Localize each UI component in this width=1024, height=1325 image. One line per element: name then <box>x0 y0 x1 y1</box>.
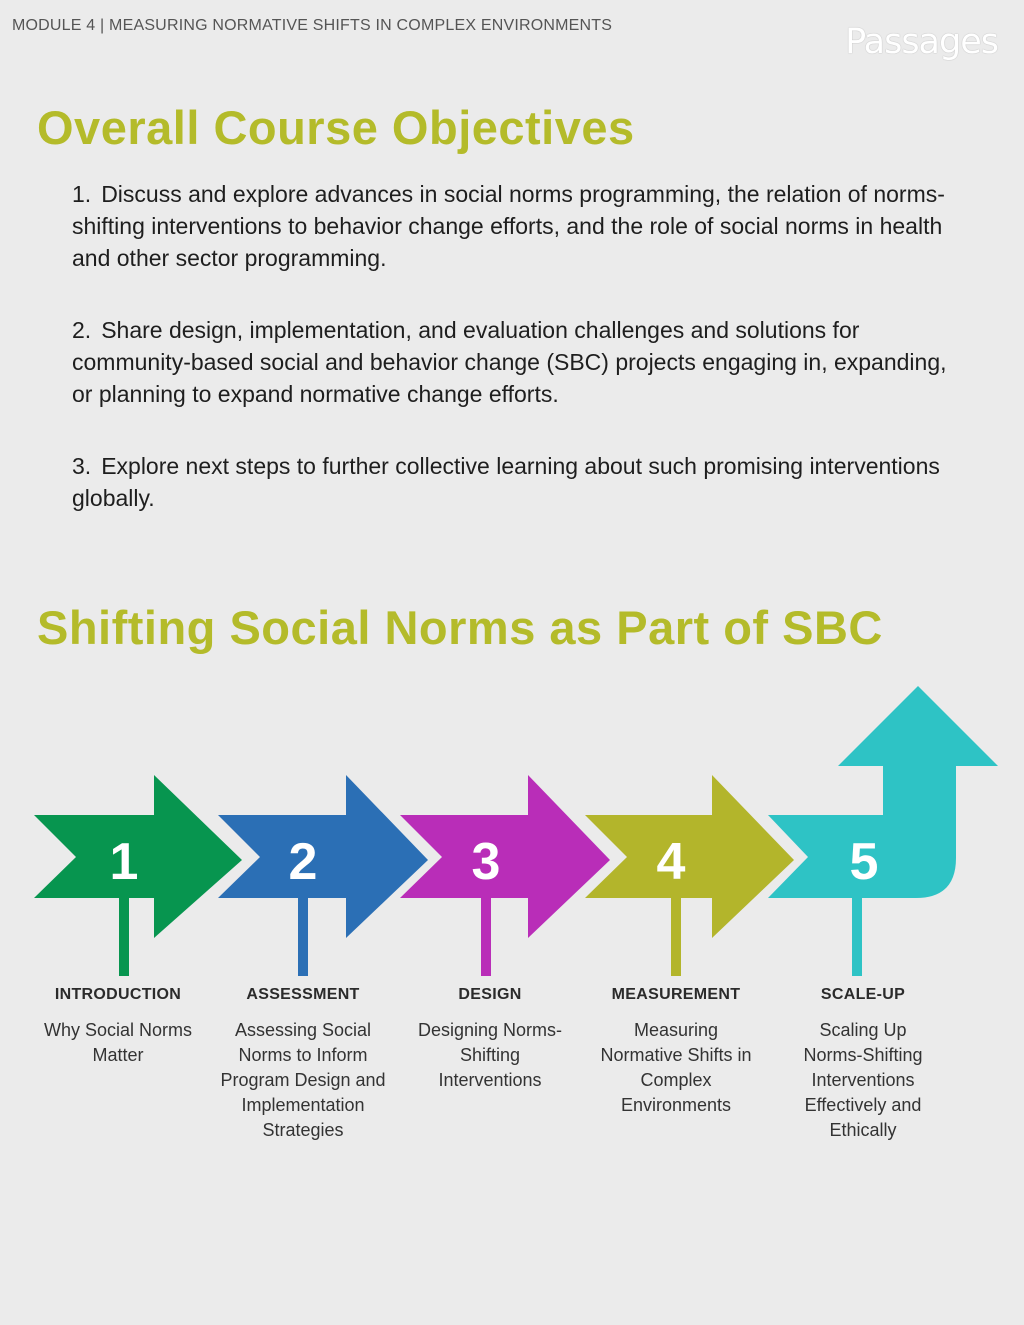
objective-number: 1. <box>72 181 92 207</box>
arrow-stem <box>119 895 129 976</box>
objective-item <box>72 314 952 410</box>
step-number: 3 <box>471 833 501 891</box>
section-title-sbc: Shifting Social Norms as Part of SBC <box>37 601 883 654</box>
step-description: Assessing Social Norms to Inform Program Design and Implementation Strategies <box>220 1020 386 1140</box>
step-description: Measuring Normative Shifts in Complex Environments <box>600 1020 752 1115</box>
objectives-list <box>72 178 952 554</box>
step-assessment <box>213 986 393 1143</box>
module-header: MODULE 4 | MEASURING NORMATIVE SHIFTS IN COMPLEX ENVIRONMENTS <box>12 17 613 34</box>
passages-logo: Passages <box>845 22 998 62</box>
objective-item <box>72 450 952 514</box>
step-number: 1 <box>109 833 139 891</box>
step-title: SCALE-UP <box>820 986 906 1003</box>
step-number: 4 <box>656 833 686 891</box>
step-number: 5 <box>849 833 879 891</box>
step-description: Scaling Up Norms-Shifting Interventions Effectively and Ethically <box>803 1020 923 1140</box>
step-description: Designing Norms-Shifting Interventions <box>417 1020 563 1090</box>
process-arrow-diagram <box>0 670 1024 990</box>
objective-item <box>72 178 952 274</box>
section-title-objectives: Overall Course Objectives <box>37 101 635 154</box>
step-title: MEASUREMENT <box>611 986 741 1003</box>
arrow-stem <box>298 895 308 976</box>
step-title: ASSESSMENT <box>246 986 360 1003</box>
chevron-arrow-4 <box>585 775 794 938</box>
objective-number: 3. <box>72 453 92 479</box>
arrow-stem <box>852 895 862 976</box>
chevron-arrow-3 <box>400 775 610 938</box>
objective-text: Explore next steps to further collective learning about such promising interventions globally. <box>72 453 940 511</box>
chevron-arrow-2 <box>218 775 428 938</box>
step-description: Why Social Norms Matter <box>43 1020 193 1065</box>
step-design <box>400 986 580 1093</box>
arrow-stem <box>481 895 491 976</box>
step-title: DESIGN <box>458 986 522 1003</box>
step-title: INTRODUCTION <box>54 986 182 1003</box>
objective-text: Share design, implementation, and evaluation challenges and solutions for community-based social and behavior change (SBC) projects engaging in, expanding, or planning to expand normative change efforts. <box>72 317 947 407</box>
arrow-stem <box>671 895 681 976</box>
objective-number: 2. <box>72 317 92 343</box>
step-number: 2 <box>288 833 318 891</box>
step-scale-up <box>773 986 953 1143</box>
objective-text: Discuss and explore advances in social norms programming, the relation of norms-shifting interventions to behavior change efforts, and the role of social norms in health and other sector programming. <box>72 181 945 271</box>
step-measurement <box>586 986 766 1118</box>
up-arrow-5 <box>768 686 998 898</box>
step-introduction <box>28 986 208 1068</box>
